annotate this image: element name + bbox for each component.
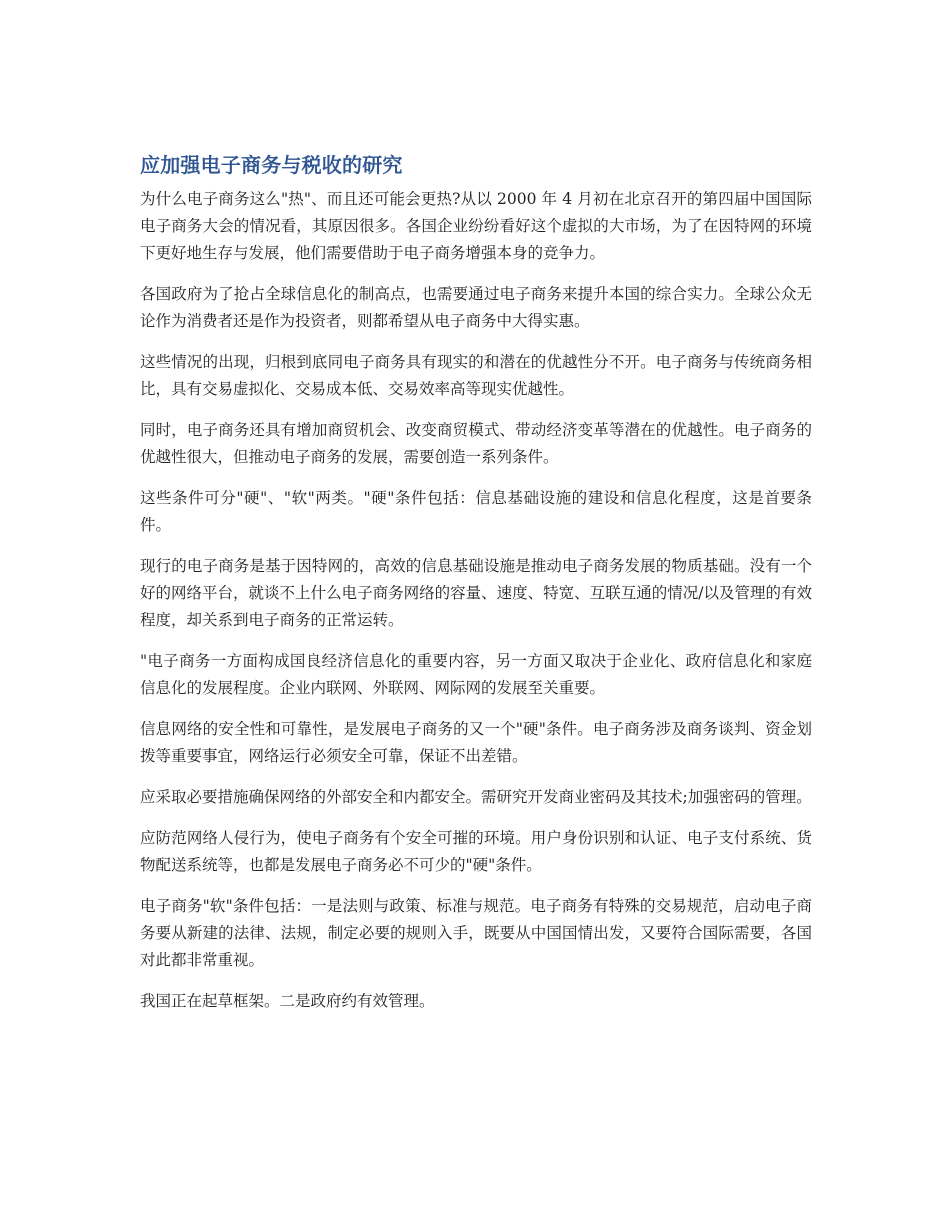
- paragraph-3: 这些情况的出现，归根到底同电子商务具有现实的和潜在的优越性分不开。电子商务与传统商务相比，具有交易虚拟化、交易成本低、交易效率高等现实优越性。: [140, 353, 812, 398]
- paragraph-11: 电子商务"软"条件包括：一是法则与政策、标准与规范。电子商务有特殊的交易规范，启动电子商务要从新建的法律、法规，制定必要的规则入手，既要从中国国情出发，又要符合国际需要，各国对此都非常重视。: [140, 897, 812, 969]
- document-page: [140, 150, 812, 1029]
- paragraph-2: 各国政府为了抢占全球信息化的制高点，也需要通过电子商务来提升本国的综合实力。全球公众无论作为消费者还是作为投资者，则都希望从电子商务中大得实惠。: [140, 285, 812, 330]
- paragraph-12: 我国正在起草框架。二是政府约有效管理。: [140, 992, 435, 1010]
- paragraph-6: 现行的电子商务是基于因特网的，高效的信息基础设施是推动电子商务发展的物质基础。没有一个好的网络平台，就谈不上什么电子商务网络的容量、速度、特宽、互联互通的情况/以及管理的有效程度，却关系到电子商务的正常运转。: [140, 557, 812, 629]
- paragraph-1: 为什么电子商务这么"热"、而且还可能会更热?从以 2000 年 4 月初在北京召开的第四届中国国际电子商务大会的情况看，其原因很多。各国企业纷纷看好这个虚拟的大市场，为了在因特网的环境下更好地生存与发展，他们需要借助于电子商务增强本身的竞争力。: [140, 190, 812, 262]
- paragraph-8: 信息网络的安全性和可靠性，是发展电子商务的又一个"硬"条件。电子商务涉及商务谈判、资金划拨等重要事宜，网络运行必须安全可靠，保证不出差错。: [140, 720, 812, 765]
- paragraph-4: 同时，电子商务还具有增加商贸机会、改变商贸模式、带动经济变革等潜在的优越性。电子商务的优越性很大，但推动电子商务的发展，需要创造一系列条件。: [140, 421, 812, 466]
- paragraph-7: "电子商务一方面构成国良经济信息化的重要内容，另一方面又取决于企业化、政府信息化和家庭信息化的发展程度。企业内联网、外联网、网际网的发展至关重要。: [140, 652, 812, 697]
- paragraph-9: 应采取必要措施确保网络的外部安全和内都安全。需研究开发商业密码及其技术;加强密码的管理。: [140, 788, 812, 806]
- document-title: 应加强电子商务与税收的研究: [140, 153, 403, 177]
- paragraph-10: 应防范网络人侵行为，使电子商务有个安全可摧的环境。用户身份识别和认证、电子支付系统、货物配送系统等，也都是发展电子商务必不可少的"硬"条件。: [140, 829, 812, 874]
- paragraph-5: 这些条件可分"硬"、"软"两类。"硬"条件包括：信息基础设施的建设和信息化程度，这是首要条件。: [140, 489, 812, 534]
